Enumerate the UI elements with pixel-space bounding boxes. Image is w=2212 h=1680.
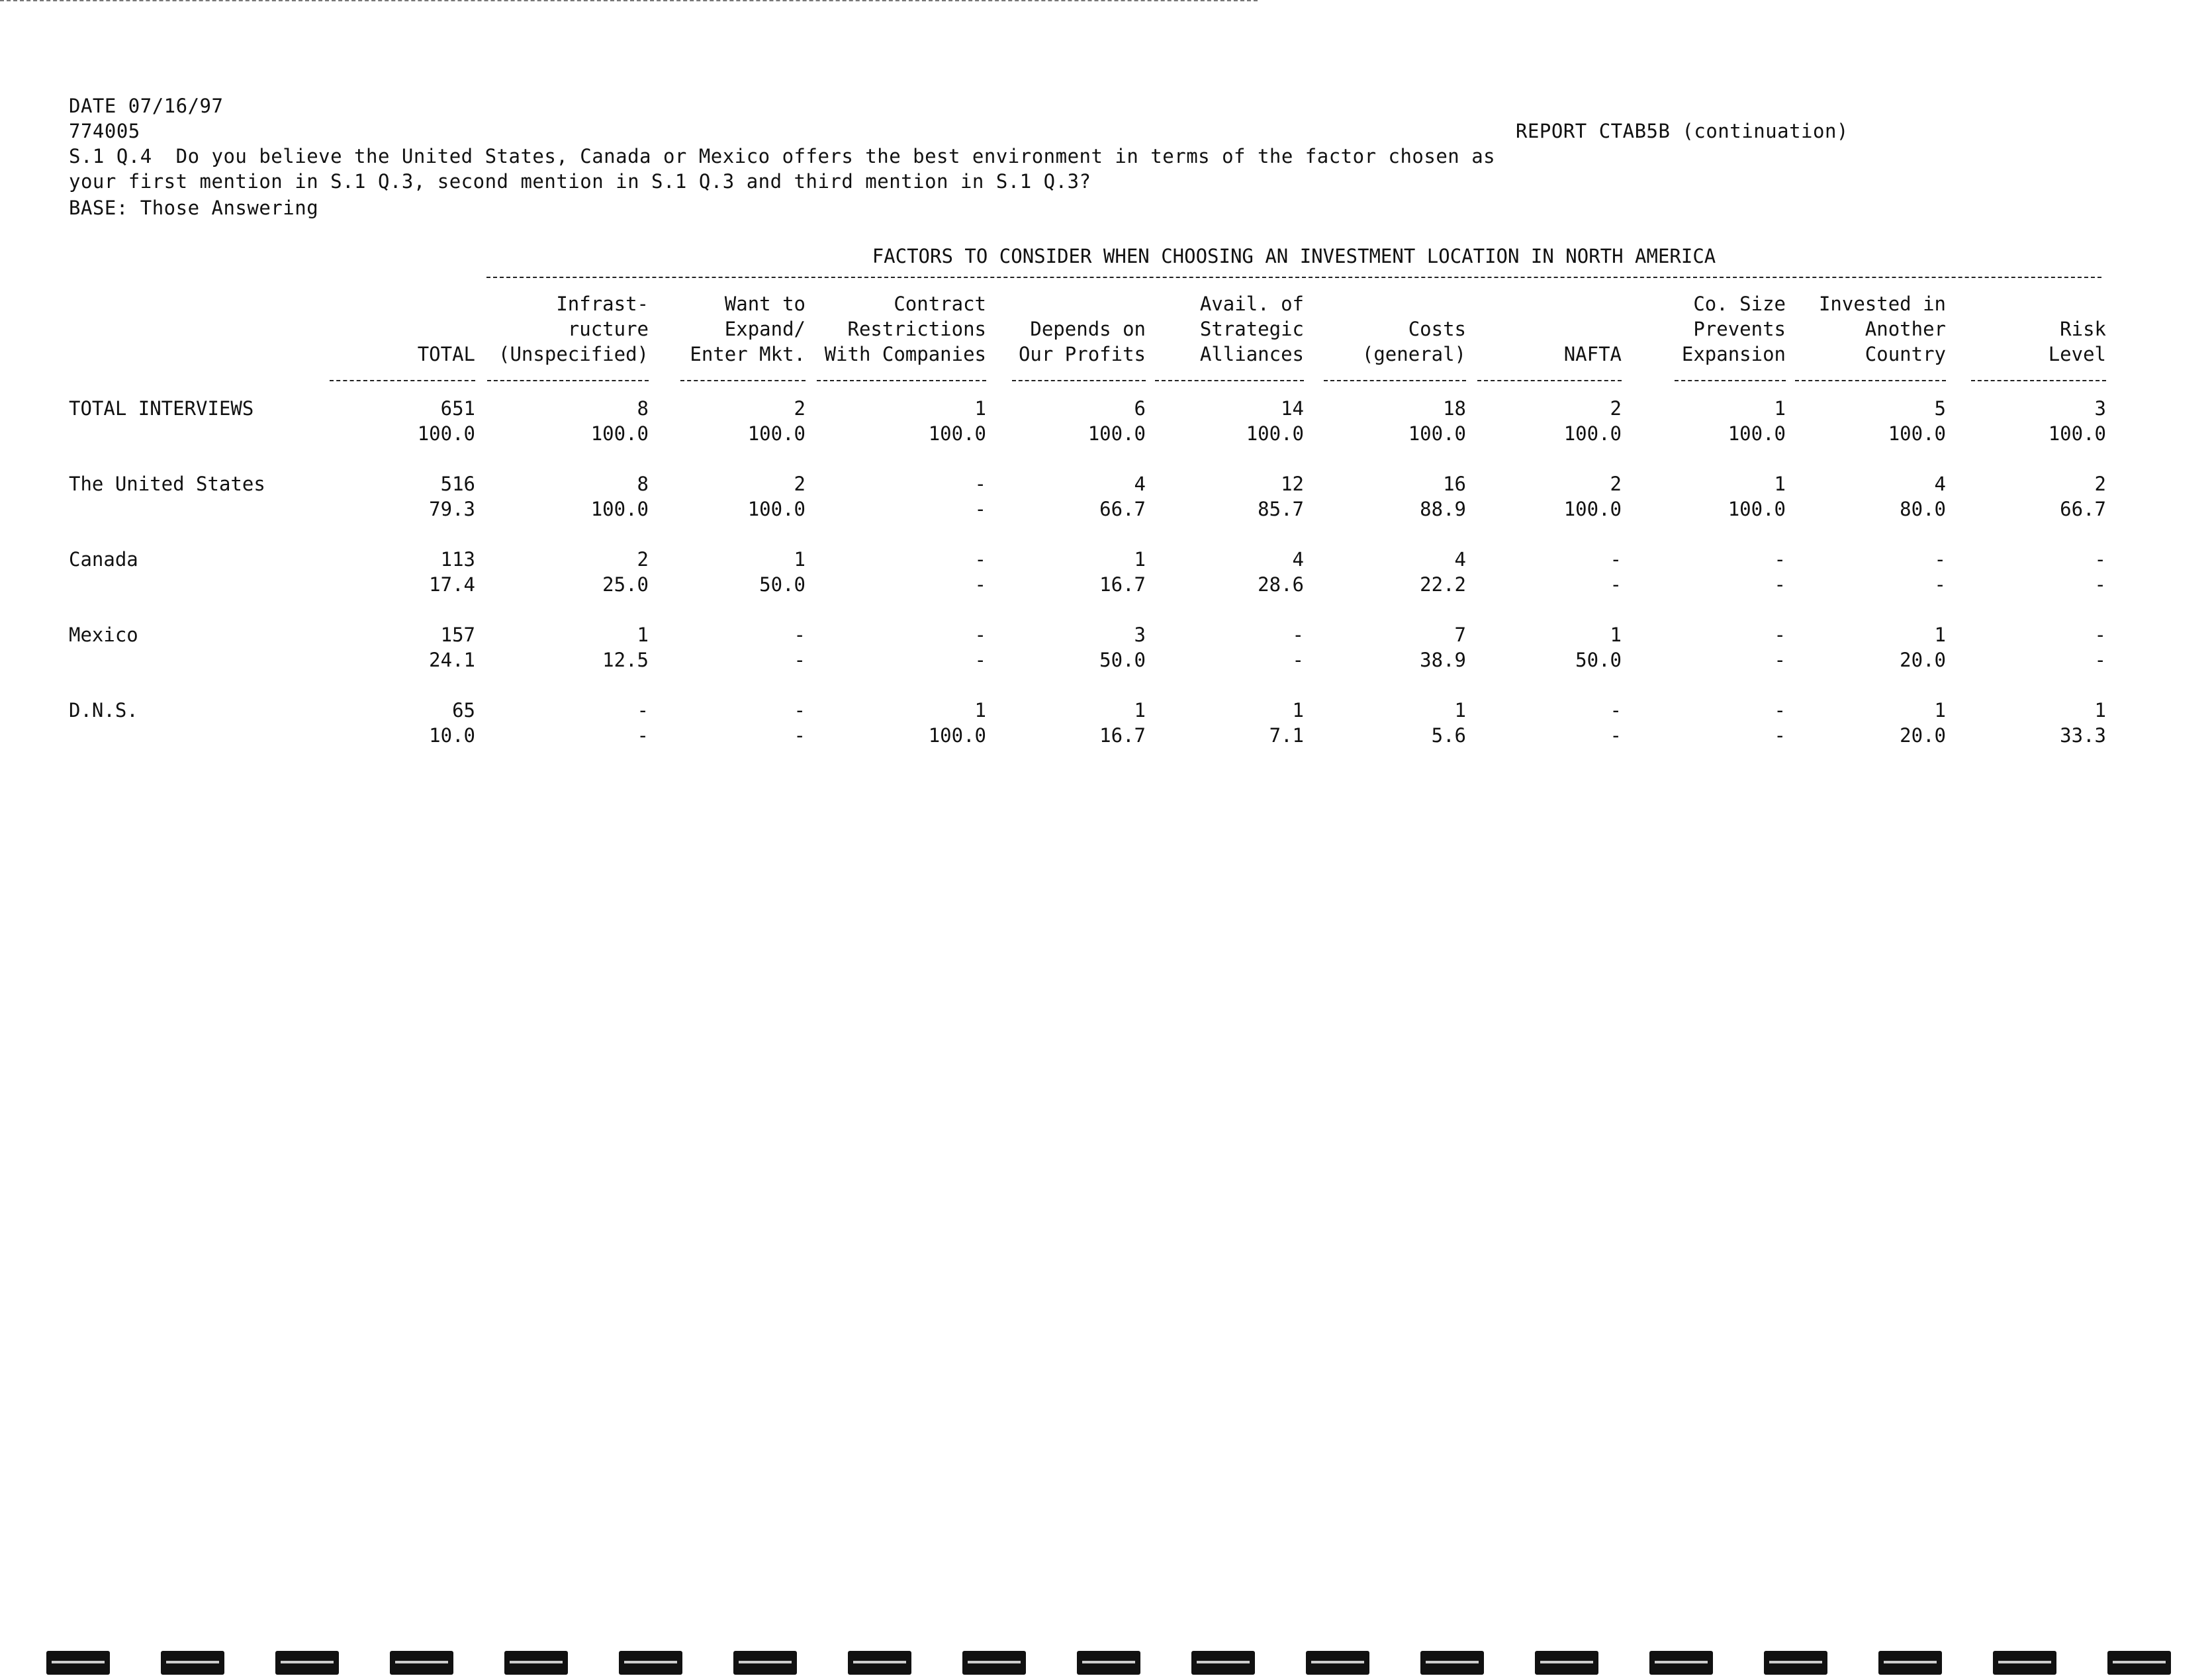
column-header-line: Depends on [1030,318,1146,340]
report-date: DATE 07/16/97 [69,95,224,117]
count-cell: 1 [1134,548,1146,571]
percent-cell: 100.0 [1246,422,1304,445]
percent-cell: 12.5 [602,649,649,671]
percent-cell: 100.0 [1728,422,1786,445]
row-label: TOTAL INTERVIEWS [69,397,254,420]
column-header-line: Country [1865,343,1946,365]
count-cell: 4 [1134,473,1146,495]
count-cell: - [1934,548,1946,571]
percent-cell: 85.7 [1258,498,1304,520]
count-cell: 1 [637,624,649,646]
percent-cell: - [794,724,806,747]
count-cell: 2 [794,473,806,495]
column-rule [1795,380,1946,381]
percent-cell: - [2094,573,2106,596]
count-cell: 1 [974,397,986,420]
column-header-line: With Companies [824,343,986,365]
column-header-line: Enter Mkt. [690,343,806,365]
percent-cell: 20.0 [1900,649,1946,671]
count-cell: 1 [1774,473,1786,495]
column-rule [1675,380,1786,381]
percent-cell: 100.0 [928,724,986,747]
column-rule [1971,380,2106,381]
percent-cell: 25.0 [602,573,649,596]
count-cell: - [1610,548,1622,571]
count-cell: - [1774,624,1786,646]
percent-cell: 100.0 [1563,422,1622,445]
column-header-line: Prevents [1693,318,1786,340]
percent-cell: 100.0 [1888,422,1946,445]
count-cell: 2 [2094,473,2106,495]
column-header-line: TOTAL [417,343,475,365]
count-cell: 4 [1292,548,1304,571]
base-text: BASE: Those Answering [69,197,319,219]
count-cell: 113 [440,548,475,571]
count-cell: 16 [1443,473,1466,495]
count-cell: 1 [974,699,986,722]
percent-cell: 100.0 [747,422,806,445]
percent-cell: 80.0 [1900,498,1946,520]
binding-hole [733,1651,797,1675]
percent-cell: 100.0 [1087,422,1146,445]
count-cell: 6 [1134,397,1146,420]
percent-cell: - [974,498,986,520]
binding-hole [2107,1651,2171,1675]
percent-cell: 100.0 [928,422,986,445]
count-cell: 2 [794,397,806,420]
binding-hole [1878,1651,1942,1675]
column-header-line: Restrictions [847,318,986,340]
count-cell: 12 [1281,473,1304,495]
column-header-line: NAFTA [1563,343,1622,365]
percent-cell: 24.1 [429,649,475,671]
count-cell: 2 [1610,397,1622,420]
column-header-line: Contract [894,293,986,315]
count-cell: 8 [637,473,649,495]
count-cell: 1 [1934,699,1946,722]
binding-hole [1420,1651,1484,1675]
count-cell: 1 [1134,699,1146,722]
percent-cell: 100.0 [1408,422,1466,445]
percent-cell: - [1774,649,1786,671]
column-header-line: Another [1865,318,1946,340]
count-cell: - [637,699,649,722]
count-cell: - [2094,624,2106,646]
question-text-line-2: your first mention in S.1 Q.3, second mention in S.1 Q.3 and third mention in S.1 Q.3? [69,170,1091,193]
question-text-line-1: S.1 Q.4 Do you believe the United States, Canada or Mexico offers the best environment in terms of the factor chosen as [69,145,1496,167]
percent-cell: - [2094,649,2106,671]
count-cell: 1 [2094,699,2106,722]
count-cell: 2 [1610,473,1622,495]
count-cell: 1 [1934,624,1946,646]
binding-hole [1306,1651,1369,1675]
binding-hole [504,1651,568,1675]
column-rule [1324,380,1466,381]
percent-cell: 100.0 [2048,422,2106,445]
job-number: 774005 [69,120,140,142]
count-cell: - [1292,624,1304,646]
report-id: REPORT CTAB5B (continuation) [1516,120,1849,142]
percent-cell: 66.7 [2060,498,2106,520]
column-header-line: Strategic [1199,318,1304,340]
count-cell: 1 [794,548,806,571]
column-header-line [1888,291,2106,316]
binding-hole [1535,1651,1598,1675]
count-cell: 157 [440,624,475,646]
column-header [1888,291,2106,367]
row-label: Mexico [69,624,138,646]
count-cell: - [974,548,986,571]
count-cell: - [1774,548,1786,571]
percent-cell: 7.1 [1269,724,1304,747]
count-cell: - [794,699,806,722]
binding-hole [46,1651,110,1675]
binding-hole [619,1651,682,1675]
column-rule [817,380,986,381]
row-label: Canada [69,548,138,571]
column-header-line: Costs [1408,318,1466,340]
row-label: The United States [69,473,265,495]
binding-hole [962,1651,1026,1675]
count-cell: 1 [1292,699,1304,722]
percent-cell: 16.7 [1099,724,1146,747]
column-header-line: (general) [1361,343,1466,365]
binding-hole [1191,1651,1255,1675]
count-cell: 2 [637,548,649,571]
count-cell: 3 [2094,397,2106,420]
count-cell: - [974,624,986,646]
binding-hole [275,1651,339,1675]
count-cell: 7 [1454,624,1466,646]
count-cell: - [1774,699,1786,722]
binding-hole [161,1651,224,1675]
percent-cell: 10.0 [429,724,475,747]
column-header-line: Co. Size [1693,293,1786,315]
count-cell: - [794,624,806,646]
count-cell: 18 [1443,397,1466,420]
column-header-line: Invested in [1818,293,1946,315]
percent-cell: 16.7 [1099,573,1146,596]
count-cell: 1 [1610,624,1622,646]
percent-cell: 100.0 [590,498,649,520]
percent-cell: 50.0 [1099,649,1146,671]
binding-hole [848,1651,911,1675]
column-header-line: Expand/ [724,318,806,340]
column-header-line: Expansion [1681,343,1786,365]
binding-hole [1993,1651,2056,1675]
count-cell: - [1610,699,1622,722]
percent-cell: 17.4 [429,573,475,596]
column-rule [1477,380,1622,381]
binding-hole [1764,1651,1827,1675]
count-cell: 1 [1454,699,1466,722]
count-cell: 651 [440,397,475,420]
column-rule [330,380,475,381]
percent-cell: 5.6 [1431,724,1466,747]
column-rule [1155,380,1304,381]
percent-cell: 100.0 [417,422,475,445]
percent-cell: - [974,649,986,671]
percent-cell: - [1934,573,1946,596]
percent-cell: 100.0 [1728,498,1786,520]
percent-cell: 50.0 [1575,649,1622,671]
column-header-line: (Unspecified) [498,343,649,365]
scan-edge-line [0,0,1258,3]
binding-hole [1077,1651,1140,1675]
percent-cell: - [794,649,806,671]
count-cell: 516 [440,473,475,495]
percent-cell: 100.0 [590,422,649,445]
percent-cell: 28.6 [1258,573,1304,596]
count-cell: 14 [1281,397,1304,420]
percent-cell: 88.9 [1420,498,1466,520]
count-cell: 4 [1454,548,1466,571]
percent-cell: 66.7 [1099,498,1146,520]
percent-cell: - [1774,724,1786,747]
count-cell: 65 [452,699,475,722]
banner-rule [486,277,2101,278]
column-rule [1012,380,1146,381]
column-header-line: Level [2048,343,2106,365]
percent-cell: 38.9 [1420,649,1466,671]
column-header-line: Want to [724,293,806,315]
column-rule [680,380,806,381]
column-header-line: Our Profits [1018,343,1146,365]
column-header-line: ructure [567,318,649,340]
count-cell: 3 [1134,624,1146,646]
count-cell: - [974,473,986,495]
percent-cell: - [1610,573,1622,596]
percent-cell: - [1610,724,1622,747]
percent-cell: - [974,573,986,596]
count-cell: 1 [1774,397,1786,420]
percent-cell: 100.0 [1563,498,1622,520]
percent-cell: - [1292,649,1304,671]
count-cell: 8 [637,397,649,420]
column-header-line: Avail. of [1199,293,1304,315]
binding-hole [390,1651,453,1675]
count-cell: 5 [1934,397,1946,420]
percent-cell: 100.0 [747,498,806,520]
percent-cell: 22.2 [1420,573,1466,596]
percent-cell: 33.3 [2060,724,2106,747]
percent-cell: 20.0 [1900,724,1946,747]
count-cell: 4 [1934,473,1946,495]
count-cell: - [2094,548,2106,571]
column-header-line: Risk [2060,318,2106,340]
percent-cell: 50.0 [759,573,806,596]
percent-cell: 79.3 [429,498,475,520]
binding-hole [1649,1651,1713,1675]
row-label: D.N.S. [69,699,138,722]
column-header-line: Alliances [1199,343,1304,365]
banner-title: FACTORS TO CONSIDER WHEN CHOOSING AN INVESTMENT LOCATION IN NORTH AMERICA [872,245,1716,267]
column-header-line: Infrast- [556,293,649,315]
percent-cell: - [1774,573,1786,596]
column-rule [487,380,649,381]
percent-cell: - [637,724,649,747]
